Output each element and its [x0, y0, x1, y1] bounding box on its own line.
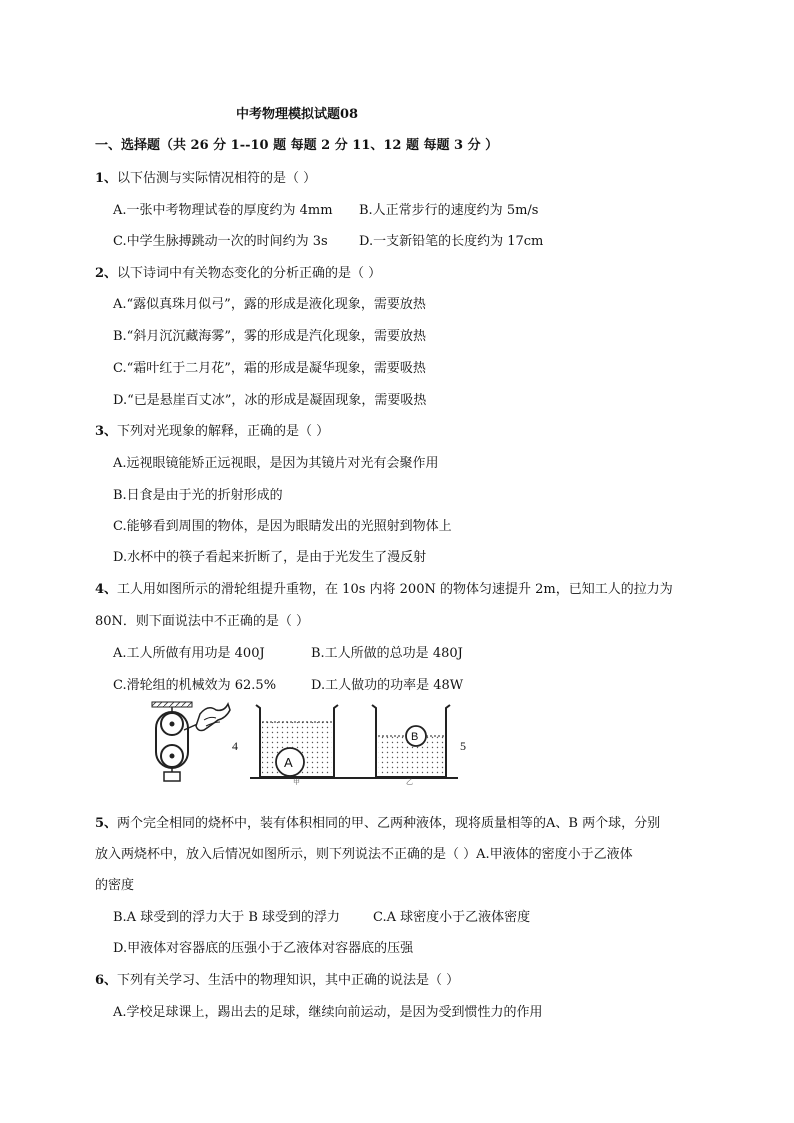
section-heading: 一、选择题（共 26 分 1--10 题 每题 2 分 11、12 题 每题 3 分 ）: [95, 138, 499, 153]
question-stem-line-1: 两个完全相同的烧杯中，装有体积相同的甲、乙两种液体，现将质量相等的A、B 两个球，分别: [117, 816, 661, 831]
beaker-jia-label: 甲: [293, 778, 300, 785]
question-number: 3、: [95, 424, 118, 439]
ceiling-mount: [152, 702, 192, 707]
question-number: 4、: [95, 582, 118, 597]
q4-option-c: C.滑轮组的机械效为 62.5%: [113, 678, 277, 693]
figure-label-4: 4: [232, 739, 238, 753]
figure-label-5: 5: [460, 739, 466, 753]
question-stem: 以下估测与实际情况相符的是（ ）: [117, 171, 317, 186]
question-stem: 下列对光现象的解释，正确的是（ ）: [117, 424, 330, 439]
figure-pulley-and-beakers: [140, 700, 480, 785]
q3-option-c: C.能够看到周围的物体，是因为眼睛发出的光照射到物体上: [113, 519, 452, 534]
q4-option-d: D.工人做功的功率是 48W: [311, 678, 464, 693]
question-5-line-2: 放入两烧杯中，放入后情况如图所示，则下列说法不正确的是（ ）A.甲液体的密度小于乙液体: [95, 847, 633, 862]
question-6: [95, 969, 459, 988]
q3-option-a: A.远视眼镜能矫正远视眼，是因为其镜片对光有会聚作用: [113, 456, 439, 471]
question-number: 6、: [95, 973, 118, 988]
q5-option-b: B.A 球受到的浮力大于 B 球受到的浮力: [113, 910, 341, 925]
question-5-line-3: 的密度: [95, 878, 135, 893]
q5-option-d: D.甲液体对容器底的压强小于乙液体对容器底的压强: [113, 941, 414, 956]
q1-option-a: A.一张中考物理试卷的厚度约为 4mm: [113, 203, 333, 218]
question-stem-line-1: 工人用如图所示的滑轮组提升重物，在 10s 内将 200N 的物体匀速提升 2m，已知工人的拉力为: [117, 582, 673, 597]
weight-block: [164, 772, 180, 781]
q5-option-c: C.A 球密度小于乙液体密度: [373, 910, 531, 925]
q2-option-b: B.“斜月沉沉藏海雾”，雾的形成是汽化现象，需要放热: [113, 329, 426, 344]
ball-b-label: B: [411, 731, 419, 743]
q3-option-b: B.日食是由于光的折射形成的: [113, 488, 283, 503]
q2-option-d: D.“已是悬崖百丈冰”，冰的形成是凝固现象，需要吸热: [113, 393, 427, 408]
page-title: 中考物理模拟试题08: [236, 107, 359, 122]
q2-option-c: C.“霜叶红于二月花”，霜的形成是凝华现象，需要吸热: [113, 361, 426, 376]
q2-option-a: A.“露似真珠月似弓”，露的形成是液化现象，需要放热: [113, 297, 426, 312]
question-number: 1、: [95, 171, 118, 186]
beaker-yi-label: 乙: [406, 778, 413, 785]
question-1: [95, 167, 316, 186]
q4-option-b: B.工人所做的总功是 480J: [311, 646, 463, 661]
question-number: 2、: [95, 266, 118, 281]
pulley-system-diagram: [152, 702, 230, 781]
question-5: [95, 812, 660, 831]
q3-option-d: D.水杯中的筷子看起来折断了，是由于光发生了漫反射: [113, 550, 427, 565]
question-4: [95, 578, 673, 597]
question-stem: 以下诗词中有关物态变化的分析正确的是（ ）: [117, 266, 382, 281]
ball-a-label: A: [284, 755, 293, 770]
q1-option-b: B.人正常步行的速度约为 5m/s: [359, 203, 539, 218]
question-2: [95, 262, 381, 281]
beaker-yi: [372, 705, 450, 777]
q1-option-d: D.一支新铅笔的长度约为 17cm: [359, 234, 544, 249]
q6-option-a: A.学校足球课上，踢出去的足球，继续向前运动，是因为受到惯性力的作用: [113, 1005, 543, 1020]
beaker-jia: [256, 705, 338, 777]
question-3: [95, 420, 329, 439]
question-4-line-2: 80N．则下面说法中不正确的是（ ）: [95, 614, 310, 629]
question-number: 5、: [95, 816, 118, 831]
q4-option-a: A.工人所做有用功是 400J: [113, 646, 265, 661]
q1-option-c: C.中学生脉搏跳动一次的时间约为 3s: [113, 234, 328, 249]
question-stem: 下列有关学习、生活中的物理知识，其中正确的说法是（ ）: [117, 973, 460, 988]
